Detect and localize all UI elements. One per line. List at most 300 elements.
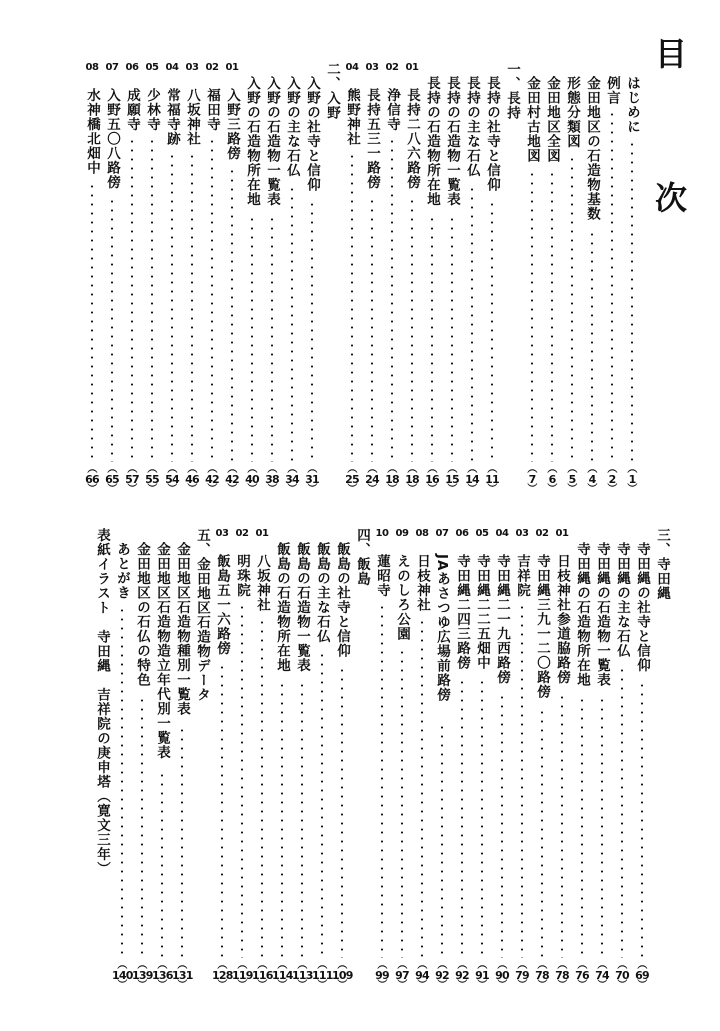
leader-dots xyxy=(421,618,423,958)
entry-number: 03 xyxy=(365,62,379,73)
paren-close: ︶ xyxy=(557,980,567,991)
paren-open: ︵ xyxy=(457,960,467,971)
leader-dots xyxy=(571,155,573,462)
title-char-1: 目 xyxy=(655,35,688,73)
entry-title: 金田地区石造物種別一覧表 xyxy=(174,542,190,716)
paren-close: ︶ xyxy=(257,980,267,991)
leader-dots xyxy=(121,606,123,958)
entry-number: 05 xyxy=(145,62,159,73)
paren-close: ︶ xyxy=(387,484,397,495)
leader-dots xyxy=(391,137,393,462)
paren-close: ︶ xyxy=(247,484,257,495)
toc-entry xyxy=(512,528,532,991)
paren-open: ︵ xyxy=(427,464,437,475)
page-number xyxy=(332,962,352,990)
page-value: 2 xyxy=(608,473,616,486)
entry-number: 02 xyxy=(235,528,249,539)
toc-entry xyxy=(422,62,442,495)
toc-entry xyxy=(572,528,592,991)
page-number xyxy=(462,466,482,494)
leader-dots xyxy=(591,230,593,462)
leader-dots xyxy=(321,651,323,958)
paren-open: ︵ xyxy=(117,960,127,971)
toc-entry xyxy=(392,528,412,991)
page-number xyxy=(522,466,542,494)
leader-dots xyxy=(631,140,633,462)
toc-entry xyxy=(522,62,542,495)
leader-dots xyxy=(481,678,483,958)
leader-dots xyxy=(521,603,523,958)
toc-entry xyxy=(292,528,313,991)
leader-dots xyxy=(381,603,383,958)
entry-number: 04 xyxy=(345,62,359,73)
toc-entry xyxy=(142,62,162,495)
leader-dots xyxy=(491,200,493,462)
toc-entry xyxy=(432,528,452,991)
toc-bottom-block xyxy=(88,528,672,991)
paren-close: ︶ xyxy=(487,484,497,495)
paren-close: ︶ xyxy=(227,484,237,495)
toc-entry xyxy=(272,528,293,991)
page-value: 91 xyxy=(475,969,489,982)
entry-number: 03 xyxy=(215,528,229,539)
leader-dots xyxy=(531,170,533,462)
page-value: 7 xyxy=(528,473,536,486)
page-value: 78 xyxy=(555,969,569,982)
page-value: 1 xyxy=(628,473,636,486)
page-value: 14 xyxy=(465,473,479,486)
page-value: 74 xyxy=(595,969,609,982)
entry-title: 熊野神社 xyxy=(344,88,360,146)
leader-dots xyxy=(561,693,563,958)
toc-entry xyxy=(232,528,253,991)
entry-title: 長持の石造物所在地 xyxy=(424,76,440,207)
toc-entry xyxy=(412,528,432,991)
page-number xyxy=(402,466,422,494)
paren-open: ︵ xyxy=(107,464,117,475)
toc-entry xyxy=(132,528,153,991)
paren-close: ︶ xyxy=(377,980,387,991)
paren-close: ︶ xyxy=(147,484,157,495)
leader-dots xyxy=(451,215,453,462)
paren-open: ︵ xyxy=(437,960,447,971)
paren-open: ︵ xyxy=(617,960,627,971)
entry-number: 08 xyxy=(85,62,99,73)
page-number xyxy=(302,466,322,494)
page-number xyxy=(202,466,222,494)
page-number xyxy=(512,962,532,990)
page-value: 38 xyxy=(265,473,279,486)
entry-title: 入野の社寺と信仰 xyxy=(304,76,320,192)
leader-dots xyxy=(371,197,373,462)
paren-open: ︵ xyxy=(387,464,397,475)
page-number xyxy=(152,962,172,990)
entry-number: 10 xyxy=(375,528,389,539)
page-value: 113 xyxy=(292,969,313,982)
toc-entry xyxy=(352,528,372,988)
entry-title: 飯島の社寺と信仰 xyxy=(334,542,350,658)
paren-open: ︵ xyxy=(167,464,177,475)
page-number xyxy=(602,466,622,494)
paren-close: ︶ xyxy=(597,980,607,991)
page-value: 4 xyxy=(588,473,596,486)
page-number xyxy=(542,466,562,494)
toc-entry xyxy=(202,62,222,495)
title-char-2: 次 xyxy=(655,179,688,217)
paren-open: ︵ xyxy=(317,960,327,971)
paren-close: ︶ xyxy=(517,980,527,991)
entry-title: 飯島の石造物一覧表 xyxy=(294,542,310,673)
toc-entry xyxy=(402,62,422,495)
page-value: 57 xyxy=(125,473,139,486)
entry-title: 日枝神社参道脇路傍 xyxy=(554,554,570,685)
paren-close: ︶ xyxy=(607,484,617,495)
page-number xyxy=(222,466,242,494)
leader-dots xyxy=(211,137,213,462)
entry-title: はじめに xyxy=(624,76,640,134)
entry-number: 04 xyxy=(495,528,509,539)
entry-number: 04 xyxy=(165,62,179,73)
paren-open: ︵ xyxy=(87,464,97,475)
entry-title: 日枝神社 xyxy=(414,554,430,612)
page-value: 69 xyxy=(635,969,649,982)
toc-entry xyxy=(332,528,353,991)
paren-open: ︵ xyxy=(537,960,547,971)
paren-close: ︶ xyxy=(407,484,417,495)
paren-open: ︵ xyxy=(247,464,257,475)
page-value: 16 xyxy=(425,473,439,486)
page-number xyxy=(422,466,442,494)
page-number xyxy=(432,962,452,990)
entry-title: 寺田縄二一九西路傍 xyxy=(494,554,510,685)
page-number xyxy=(552,962,572,990)
page-number xyxy=(372,962,392,990)
paren-close: ︶ xyxy=(527,484,537,495)
page-value: 78 xyxy=(535,969,549,982)
page-number xyxy=(122,466,142,494)
leader-dots xyxy=(411,197,413,462)
entry-title: 長持二八六路傍 xyxy=(404,88,420,190)
entry-title: 形態分類図 xyxy=(564,76,580,149)
entry-title: 四、飯島 xyxy=(354,528,370,586)
toc-entry xyxy=(462,62,482,495)
entry-title: 入野の石造物一覧表 xyxy=(264,76,280,207)
paren-close: ︶ xyxy=(237,980,247,991)
entry-number: 01 xyxy=(255,528,269,539)
toc-entry xyxy=(162,62,182,495)
page-number xyxy=(132,962,152,990)
leader-dots xyxy=(231,167,233,462)
page-value: 139 xyxy=(132,969,153,982)
paren-close: ︶ xyxy=(437,980,447,991)
entry-title: 飯島の石造物所在地 xyxy=(274,542,290,673)
paren-close: ︶ xyxy=(587,484,597,495)
toc-entry xyxy=(482,62,502,495)
page-number xyxy=(632,962,652,990)
toc-entry xyxy=(252,528,273,991)
toc-entry xyxy=(612,528,632,991)
page-number xyxy=(272,962,292,990)
toc-entry xyxy=(102,62,122,495)
page-number xyxy=(262,466,282,494)
paren-close: ︶ xyxy=(187,484,197,495)
page-value: 65 xyxy=(105,473,119,486)
entry-title: 寺田縄の石造物所在地 xyxy=(574,542,590,687)
page-value: 128 xyxy=(212,969,233,982)
page-value: 40 xyxy=(245,473,259,486)
page-number xyxy=(112,962,132,990)
paren-close: ︶ xyxy=(637,980,647,991)
entry-title: 浄信寺 xyxy=(384,88,400,132)
entry-title: 水神橋北畑中 xyxy=(84,88,100,175)
leader-dots xyxy=(221,663,223,958)
page-value: 34 xyxy=(285,473,299,486)
page-value: 99 xyxy=(375,969,389,982)
page-value: 54 xyxy=(165,473,179,486)
page-value: 15 xyxy=(445,473,459,486)
paren-close: ︶ xyxy=(287,484,297,495)
page-value: 94 xyxy=(415,969,429,982)
paren-close: ︶ xyxy=(337,980,347,991)
toc-entry xyxy=(632,528,652,991)
entry-number: 07 xyxy=(435,528,449,539)
toc-entry xyxy=(82,62,102,495)
toc-entry xyxy=(452,528,472,991)
page-value: 92 xyxy=(455,969,469,982)
page-value: 18 xyxy=(385,473,399,486)
paren-open: ︵ xyxy=(217,960,227,971)
page-value: 119 xyxy=(232,969,253,982)
entry-number: 08 xyxy=(415,528,429,539)
page-value: 131 xyxy=(172,969,193,982)
page-number xyxy=(592,962,612,990)
toc-entry xyxy=(92,528,112,988)
entry-number: 07 xyxy=(105,62,119,73)
paren-open: ︵ xyxy=(367,464,377,475)
paren-close: ︶ xyxy=(617,980,627,991)
page-number xyxy=(282,466,302,494)
page-number xyxy=(482,466,502,494)
paren-open: ︵ xyxy=(137,960,147,971)
toc-entry xyxy=(322,62,342,492)
page-number xyxy=(172,962,192,990)
toc-top-block xyxy=(58,62,642,495)
paren-open: ︵ xyxy=(177,960,187,971)
paren-open: ︵ xyxy=(237,960,247,971)
page-value: 140 xyxy=(112,969,133,982)
paren-close: ︶ xyxy=(177,980,187,991)
paren-close: ︶ xyxy=(497,980,507,991)
page-number xyxy=(102,466,122,494)
entry-title: 金田村古地図 xyxy=(524,76,540,163)
entry-title: 寺田縄の社寺と信仰 xyxy=(634,542,650,673)
leader-dots xyxy=(601,696,603,958)
page-number xyxy=(212,962,232,990)
paren-close: ︶ xyxy=(217,980,227,991)
paren-open: ︵ xyxy=(637,960,647,971)
page-number xyxy=(472,962,492,990)
page-number xyxy=(442,466,462,494)
page-value: 31 xyxy=(305,473,319,486)
entry-title: 寺田縄の石造物一覧表 xyxy=(594,542,610,687)
toc-entry xyxy=(122,62,142,495)
paren-close: ︶ xyxy=(457,980,467,991)
page-value: 76 xyxy=(575,969,589,982)
entry-title: 三、寺田縄 xyxy=(654,528,670,601)
entry-number: 09 xyxy=(395,528,409,539)
page-number xyxy=(362,466,382,494)
paren-open: ︵ xyxy=(287,464,297,475)
toc-entry xyxy=(652,528,672,988)
leader-dots xyxy=(261,618,263,958)
toc-entry xyxy=(442,62,462,495)
toc-entry xyxy=(382,62,402,495)
entry-title: えのしろ公園 xyxy=(394,554,410,641)
page-number xyxy=(232,962,252,990)
toc-entry xyxy=(602,62,622,495)
page-number xyxy=(382,466,402,494)
paren-close: ︶ xyxy=(627,484,637,495)
entry-title: 例言 xyxy=(604,76,620,105)
page-number xyxy=(492,962,512,990)
toc-entry xyxy=(342,62,362,495)
entry-title: 長持の社寺と信仰 xyxy=(484,76,500,192)
toc-entry xyxy=(282,62,302,495)
paren-close: ︶ xyxy=(157,980,167,991)
paren-open: ︵ xyxy=(587,464,597,475)
page-number xyxy=(452,962,472,990)
entry-title: 表紙イラスト 寺田縄 吉祥院の庚申塔（寛文三年） xyxy=(94,528,110,876)
entry-number: 05 xyxy=(475,528,489,539)
page-number xyxy=(572,962,592,990)
paren-close: ︶ xyxy=(167,484,177,495)
page-value: 116 xyxy=(252,969,273,982)
leader-dots xyxy=(181,726,183,958)
entry-title: 福田寺 xyxy=(204,88,220,132)
page-value: 5 xyxy=(568,473,576,486)
entry-number: 02 xyxy=(205,62,219,73)
entry-title: 少林寺 xyxy=(144,88,160,132)
paren-close: ︶ xyxy=(277,980,287,991)
paren-open: ︵ xyxy=(557,960,567,971)
paren-open: ︵ xyxy=(597,960,607,971)
leader-dots xyxy=(501,693,503,958)
entry-title: 長持の主な石仏 xyxy=(464,76,480,178)
toc-entry xyxy=(622,62,642,495)
page-value: 46 xyxy=(185,473,199,486)
page-number xyxy=(142,466,162,494)
toc-entry xyxy=(182,62,202,495)
entry-title: 明珠院 xyxy=(234,554,250,598)
toc-entry xyxy=(362,62,382,495)
entry-title: 入野五〇八路傍 xyxy=(104,88,120,190)
entry-title: 金田地区の石仏の特色 xyxy=(134,542,150,687)
paren-close: ︶ xyxy=(367,484,377,495)
entry-number: 02 xyxy=(535,528,549,539)
page-number xyxy=(82,466,102,494)
paren-open: ︵ xyxy=(497,960,507,971)
paren-open: ︵ xyxy=(127,464,137,475)
entry-title: 八坂神社 xyxy=(254,554,270,612)
entry-title: 寺田縄二二五畑中 xyxy=(474,554,490,670)
page-number xyxy=(622,466,642,494)
paren-close: ︶ xyxy=(297,980,307,991)
paren-close: ︶ xyxy=(137,980,147,991)
leader-dots xyxy=(621,666,623,958)
toc-entry xyxy=(262,62,282,495)
paren-open: ︵ xyxy=(407,464,417,475)
paren-close: ︶ xyxy=(467,484,477,495)
leader-dots xyxy=(341,666,343,958)
toc-entry xyxy=(582,62,602,495)
page-value: 42 xyxy=(205,473,219,486)
toc-entry xyxy=(532,528,552,991)
toc-entry xyxy=(222,62,242,495)
page-value: 24 xyxy=(365,473,379,486)
paren-open: ︵ xyxy=(607,464,617,475)
leader-dots xyxy=(251,215,253,462)
paren-open: ︵ xyxy=(147,464,157,475)
entry-title: 寺田縄三九一二〇路傍 xyxy=(534,554,550,699)
toc-entry xyxy=(212,528,233,991)
paren-open: ︵ xyxy=(467,464,477,475)
toc-entry xyxy=(192,528,212,988)
entry-title: 寺田縄の主な石仏 xyxy=(614,542,630,658)
entry-title: 飯島の主な石仏 xyxy=(314,542,330,644)
paren-open: ︵ xyxy=(307,464,317,475)
page-value: 79 xyxy=(515,969,529,982)
paren-close: ︶ xyxy=(317,980,327,991)
toc-entry xyxy=(472,528,492,991)
entry-title: 金田地区の石造物基数 xyxy=(584,76,600,221)
paren-open: ︵ xyxy=(337,960,347,971)
entry-number: 06 xyxy=(125,62,139,73)
page-number xyxy=(312,962,332,990)
leader-dots xyxy=(541,708,543,958)
paren-close: ︶ xyxy=(417,980,427,991)
entry-number: 03 xyxy=(185,62,199,73)
entry-title: 吉祥院 xyxy=(514,554,530,598)
paren-close: ︶ xyxy=(447,484,457,495)
leader-dots xyxy=(281,681,283,958)
page-value: 70 xyxy=(615,969,629,982)
leader-dots xyxy=(111,197,113,462)
leader-dots xyxy=(471,185,473,462)
paren-close: ︶ xyxy=(537,980,547,991)
paren-open: ︵ xyxy=(397,960,407,971)
leader-dots xyxy=(241,603,243,958)
paren-close: ︶ xyxy=(307,484,317,495)
page-value: 25 xyxy=(345,473,359,486)
paren-open: ︵ xyxy=(187,464,197,475)
paren-close: ︶ xyxy=(117,980,127,991)
paren-close: ︶ xyxy=(267,484,277,495)
paren-open: ︵ xyxy=(577,960,587,971)
leader-dots xyxy=(161,771,163,958)
entry-number: 01 xyxy=(225,62,239,73)
paren-close: ︶ xyxy=(427,484,437,495)
entry-title: 二、入野 xyxy=(324,62,340,120)
page-number xyxy=(582,466,602,494)
leader-dots xyxy=(141,696,143,958)
leader-dots xyxy=(441,723,443,958)
page-value: 18 xyxy=(405,473,419,486)
paren-close: ︶ xyxy=(207,484,217,495)
leader-dots xyxy=(191,152,193,462)
paren-open: ︵ xyxy=(227,464,237,475)
entry-title: 入野の主な石仏 xyxy=(284,76,300,178)
page-value: 97 xyxy=(395,969,409,982)
